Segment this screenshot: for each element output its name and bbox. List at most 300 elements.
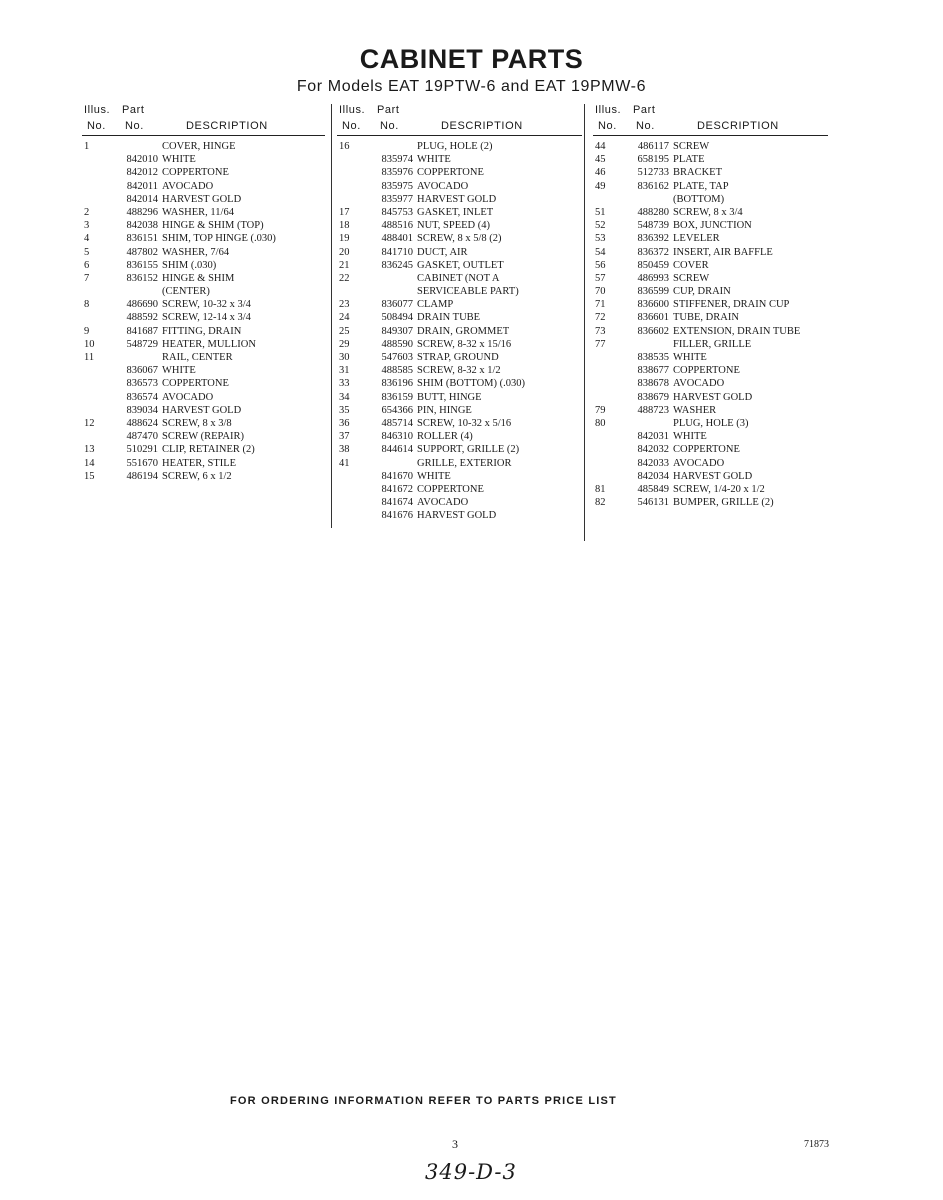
parts-row	[82, 285, 325, 298]
parts-row	[82, 298, 325, 311]
parts-row	[337, 496, 582, 509]
part-number: 486993	[637, 272, 669, 284]
part-description: COVER	[673, 259, 709, 271]
parts-row	[593, 364, 828, 377]
column-divider	[331, 104, 332, 528]
illus-number: 2	[84, 206, 90, 218]
handwritten-note: 349-D-3	[425, 1160, 517, 1184]
part-number: 842038	[126, 220, 158, 232]
part-description: GRILLE, EXTERIOR	[417, 457, 512, 469]
illus-number: 49	[595, 180, 606, 192]
part-number: 485849	[637, 483, 669, 495]
part-description: NUT, SPEED (4)	[417, 220, 491, 232]
part-number: 836245	[381, 259, 413, 271]
part-number: 836600	[637, 299, 669, 311]
illus-number: 15	[84, 470, 95, 482]
part-number: 654366	[381, 404, 413, 416]
header-part-no: No.	[125, 120, 144, 132]
part-number: 551670	[126, 457, 158, 469]
parts-row	[337, 166, 582, 179]
part-number: 488401	[381, 233, 413, 245]
parts-row	[82, 259, 325, 272]
part-description: AVOCADO	[162, 180, 214, 192]
illus-number: 9	[84, 325, 90, 337]
part-number: 488585	[381, 365, 413, 377]
illus-number: 13	[84, 444, 95, 456]
part-number: 841674	[381, 497, 413, 509]
illus-number: 53	[595, 233, 606, 245]
header-part-no: No.	[636, 120, 655, 132]
part-description: SCREW, 8-32 x 15/16	[417, 338, 512, 350]
part-description: SERVICEABLE PART)	[417, 286, 519, 298]
parts-row	[337, 206, 582, 219]
part-description: STIFFENER, DRAIN CUP	[673, 299, 790, 311]
parts-row	[593, 443, 828, 456]
part-number: 547603	[381, 352, 413, 363]
part-description: COVER, HINGE	[162, 141, 236, 152]
part-description: WASHER	[673, 404, 717, 416]
part-description: STRAP, GROUND	[417, 352, 499, 363]
parts-row	[337, 443, 582, 456]
part-number: 488296	[126, 206, 158, 218]
illus-number: 19	[339, 233, 350, 245]
part-description: COPPERTONE	[673, 444, 740, 456]
part-number: 841672	[381, 483, 413, 495]
part-number: 842012	[126, 167, 158, 179]
part-number: 842031	[637, 431, 669, 443]
part-description: BOX, JUNCTION	[673, 220, 752, 232]
part-description: ROLLER (4)	[417, 431, 473, 443]
part-description: COPPERTONE	[162, 378, 229, 390]
illus-number: 45	[595, 154, 606, 166]
parts-row	[82, 351, 325, 364]
header-illus: Illus.	[595, 104, 622, 116]
part-number: 548729	[126, 338, 158, 350]
parts-row	[82, 272, 325, 285]
parts-row	[337, 470, 582, 483]
part-description: CABINET (NOT A	[417, 272, 500, 284]
part-description: BUTT, HINGE	[417, 391, 482, 403]
illus-number: 51	[595, 206, 606, 218]
part-description: PIN, HINGE	[417, 404, 472, 416]
parts-row	[593, 180, 828, 193]
part-number: 510291	[126, 444, 158, 456]
part-description: RAIL, CENTER	[162, 352, 233, 363]
part-description: GASKET, INLET	[417, 206, 494, 218]
illus-number: 6	[84, 259, 90, 271]
parts-row	[593, 483, 828, 496]
header-description: DESCRIPTION	[697, 120, 779, 132]
illus-number: 72	[595, 312, 606, 324]
part-description: WHITE	[673, 431, 707, 443]
parts-row	[337, 404, 582, 417]
header-description: DESCRIPTION	[186, 120, 268, 132]
part-number: 838678	[637, 378, 669, 390]
parts-row	[82, 193, 325, 206]
part-description: SCREW, 1/4-20 x 1/2	[673, 483, 765, 495]
part-number: 835977	[381, 193, 413, 205]
parts-row	[337, 483, 582, 496]
part-number: 845753	[381, 206, 413, 218]
part-number: 836372	[637, 246, 669, 258]
parts-row	[337, 298, 582, 311]
part-description: HINGE & SHIM (TOP)	[162, 220, 264, 232]
ordering-note: FOR ORDERING INFORMATION REFER TO PARTS PRICE LIST	[230, 1095, 617, 1107]
parts-row	[593, 259, 828, 272]
part-description: WHITE	[417, 470, 451, 482]
part-description: WHITE	[417, 154, 451, 166]
parts-row	[593, 166, 828, 179]
header-part-no: No.	[380, 120, 399, 132]
parts-row	[337, 272, 582, 285]
page-subtitle: For Models EAT 19PTW-6 and EAT 19PMW-6	[296, 78, 647, 95]
part-description: WASHER, 11/64	[162, 206, 234, 218]
part-description: COPPERTONE	[417, 483, 484, 495]
document-code: 71873	[804, 1139, 829, 1150]
part-number: 836159	[381, 391, 413, 403]
parts-row	[337, 180, 582, 193]
part-description: LEVELER	[673, 233, 720, 245]
illus-number: 38	[339, 444, 350, 456]
part-description: HEATER, STILE	[162, 457, 237, 469]
part-description: HARVEST GOLD	[673, 470, 753, 482]
illus-number: 44	[595, 141, 606, 152]
part-description: WHITE	[162, 365, 196, 377]
illus-number: 16	[339, 141, 350, 152]
parts-row	[593, 298, 828, 311]
parts-row	[82, 246, 325, 259]
illus-number: 35	[339, 404, 350, 416]
part-number: 486690	[126, 299, 158, 311]
parts-row	[593, 285, 828, 298]
illus-number: 3	[84, 220, 90, 232]
illus-number: 71	[595, 299, 606, 311]
part-description: GASKET, OUTLET	[417, 259, 504, 271]
illus-number: 25	[339, 325, 350, 337]
illus-number: 7	[84, 272, 90, 284]
part-description: SCREW	[673, 141, 710, 152]
illus-number: 11	[84, 352, 95, 363]
part-number: 486194	[126, 470, 158, 482]
illus-number: 77	[595, 338, 606, 350]
part-description: EXTENSION, DRAIN TUBE	[673, 325, 801, 337]
header-illus-no: No.	[598, 120, 617, 132]
illus-number: 41	[339, 457, 350, 469]
part-number: 488516	[381, 220, 413, 232]
part-number: 838679	[637, 391, 669, 403]
part-description: DUCT, AIR	[417, 246, 468, 258]
illus-number: 34	[339, 391, 350, 403]
part-description: HARVEST GOLD	[417, 193, 497, 205]
parts-row	[82, 364, 325, 377]
parts-row	[82, 180, 325, 193]
header-part: Part	[377, 104, 400, 116]
part-description: SCREW, 12-14 x 3/4	[162, 312, 251, 324]
part-description: COPPERTONE	[162, 167, 229, 179]
part-number: 836573	[126, 378, 158, 390]
parts-row	[82, 325, 325, 338]
part-number: 487470	[126, 431, 158, 443]
illus-number: 21	[339, 259, 350, 271]
parts-rows	[593, 140, 828, 509]
header-part: Part	[633, 104, 656, 116]
part-number: 546131	[637, 497, 669, 509]
part-description: SCREW, 8 x 3/4	[673, 206, 743, 218]
part-description: HARVEST GOLD	[162, 193, 242, 205]
part-number: 835976	[381, 167, 413, 179]
header-illus-no: No.	[342, 120, 361, 132]
illus-number: 52	[595, 220, 606, 232]
parts-row	[337, 232, 582, 245]
illus-number: 18	[339, 220, 350, 232]
part-description: WHITE	[673, 352, 707, 363]
part-number: 836602	[637, 325, 669, 337]
parts-row	[593, 457, 828, 470]
header-description: DESCRIPTION	[441, 120, 523, 132]
parts-row	[337, 430, 582, 443]
part-number: 836151	[126, 233, 158, 245]
parts-row	[593, 417, 828, 430]
parts-row	[593, 338, 828, 351]
header-illus: Illus.	[339, 104, 366, 116]
part-number: 487802	[126, 246, 158, 258]
parts-row	[593, 496, 828, 509]
part-description: DRAIN, GROMMET	[417, 325, 510, 337]
part-description: TUBE, DRAIN	[673, 312, 739, 324]
part-description: SCREW (REPAIR)	[162, 431, 244, 443]
part-description: SCREW, 8 x 3/8	[162, 417, 232, 429]
header-illus: Illus.	[84, 104, 111, 116]
parts-row	[82, 404, 325, 417]
part-description: PLATE	[673, 154, 705, 166]
part-number: 488280	[637, 206, 669, 218]
parts-row	[337, 457, 582, 470]
part-description: WHITE	[162, 154, 196, 166]
parts-row	[337, 285, 582, 298]
parts-row	[337, 219, 582, 232]
part-description: INSERT, AIR BAFFLE	[673, 246, 773, 258]
part-description: (BOTTOM)	[673, 193, 725, 205]
part-number: 488624	[126, 417, 158, 429]
parts-row	[593, 391, 828, 404]
part-number: 485714	[381, 417, 413, 429]
parts-row	[593, 377, 828, 390]
part-number: 839034	[126, 404, 158, 416]
parts-row	[82, 153, 325, 166]
parts-rows	[337, 140, 582, 522]
part-description: COPPERTONE	[673, 365, 740, 377]
part-description: (CENTER)	[162, 286, 210, 298]
part-number: 850459	[637, 259, 669, 271]
part-number: 836601	[637, 312, 669, 324]
part-description: DRAIN TUBE	[417, 312, 481, 324]
part-description: SHIM (.030)	[162, 259, 217, 271]
part-description: SCREW, 10-32 x 3/4	[162, 299, 251, 311]
part-number: 842032	[637, 444, 669, 456]
part-description: PLUG, HOLE (2)	[417, 141, 493, 152]
part-number: 488723	[637, 404, 669, 416]
part-description: SCREW, 10-32 x 5/16	[417, 417, 512, 429]
part-number: 841676	[381, 510, 413, 522]
part-description: SHIM (BOTTOM) (.030)	[417, 378, 526, 390]
parts-row	[82, 443, 325, 456]
column-header	[82, 102, 325, 136]
part-description: HARVEST GOLD	[417, 510, 497, 522]
parts-row	[593, 153, 828, 166]
part-description: AVOCADO	[673, 457, 725, 469]
illus-number: 54	[595, 246, 606, 258]
part-description: BUMPER, GRILLE (2)	[673, 497, 774, 509]
part-description: CLIP, RETAINER (2)	[162, 444, 255, 456]
parts-row	[337, 351, 582, 364]
part-description: BRACKET	[673, 167, 723, 179]
part-number: 842010	[126, 154, 158, 166]
parts-row	[82, 430, 325, 443]
illus-number: 70	[595, 286, 606, 298]
parts-row	[337, 338, 582, 351]
part-number: 488590	[381, 338, 413, 350]
parts-row	[337, 509, 582, 522]
illus-number: 14	[84, 457, 95, 469]
parts-row	[337, 417, 582, 430]
parts-row	[593, 140, 828, 153]
part-description: COPPERTONE	[417, 167, 484, 179]
parts-row	[593, 470, 828, 483]
parts-rows	[82, 140, 325, 483]
parts-row	[337, 391, 582, 404]
parts-row	[337, 140, 582, 153]
illus-number: 81	[595, 483, 606, 495]
parts-row	[337, 193, 582, 206]
parts-row	[82, 470, 325, 483]
part-number: 836574	[126, 391, 158, 403]
illus-number: 56	[595, 259, 606, 271]
parts-row	[593, 206, 828, 219]
parts-column-1	[82, 102, 325, 483]
parts-row	[82, 219, 325, 232]
part-description: PLUG, HOLE (3)	[673, 417, 749, 429]
part-number: 835974	[381, 154, 413, 166]
parts-row	[82, 232, 325, 245]
part-description: CUP, DRAIN	[673, 286, 731, 298]
part-description: AVOCADO	[417, 497, 469, 509]
header-illus-no: No.	[87, 120, 106, 132]
part-number: 841670	[381, 470, 413, 482]
parts-row	[593, 430, 828, 443]
parts-row	[82, 391, 325, 404]
part-description: HINGE & SHIM	[162, 272, 235, 284]
part-number: 658195	[637, 154, 669, 166]
part-number: 836067	[126, 365, 158, 377]
column-header	[593, 102, 828, 136]
illus-number: 37	[339, 431, 350, 443]
illus-number: 20	[339, 246, 350, 258]
part-number: 842034	[637, 470, 669, 482]
part-description: WASHER, 7/64	[162, 246, 230, 258]
illus-number: 73	[595, 325, 606, 337]
part-number: 836196	[381, 378, 413, 390]
illus-number: 30	[339, 352, 350, 363]
parts-row	[593, 351, 828, 364]
illus-number: 17	[339, 206, 350, 218]
part-description: SCREW	[673, 272, 710, 284]
part-number: 842014	[126, 193, 158, 205]
part-description: AVOCADO	[417, 180, 469, 192]
parts-row	[82, 166, 325, 179]
illus-number: 33	[339, 378, 350, 390]
parts-row	[337, 153, 582, 166]
illus-number: 23	[339, 299, 350, 311]
part-number: 836599	[637, 286, 669, 298]
part-description: FITTING, DRAIN	[162, 325, 242, 337]
part-description: PLATE, TAP	[673, 180, 729, 192]
parts-row	[337, 259, 582, 272]
part-number: 508494	[381, 312, 413, 324]
parts-row	[593, 232, 828, 245]
parts-row	[82, 140, 325, 153]
illus-number: 29	[339, 338, 350, 350]
part-number: 512733	[637, 167, 669, 179]
parts-row	[337, 377, 582, 390]
part-number: 548739	[637, 220, 669, 232]
column-header	[337, 102, 582, 136]
illus-number: 22	[339, 272, 350, 284]
part-description: HEATER, MULLION	[162, 338, 256, 350]
part-number: 846310	[381, 431, 413, 443]
part-number: 836162	[637, 180, 669, 192]
parts-row	[593, 404, 828, 417]
page-number: 3	[452, 1137, 458, 1151]
part-number: 836155	[126, 259, 158, 271]
parts-row	[593, 311, 828, 324]
part-description: SUPPORT, GRILLE (2)	[417, 444, 520, 456]
parts-row	[82, 206, 325, 219]
parts-column-2	[337, 102, 582, 522]
parts-row	[593, 193, 828, 206]
parts-row	[593, 246, 828, 259]
part-description: SCREW, 8-32 x 1/2	[417, 365, 501, 377]
parts-row	[82, 417, 325, 430]
part-number: 838677	[637, 365, 669, 377]
parts-row	[82, 311, 325, 324]
part-description: AVOCADO	[673, 378, 725, 390]
parts-row	[82, 377, 325, 390]
part-number: 838535	[637, 352, 669, 363]
part-description: SHIM, TOP HINGE (.030)	[162, 233, 276, 245]
part-number: 836152	[126, 272, 158, 284]
page-title: CABINET PARTS	[359, 44, 584, 74]
illus-number: 36	[339, 417, 350, 429]
part-number: 842033	[637, 457, 669, 469]
illus-number: 57	[595, 272, 606, 284]
illus-number: 82	[595, 497, 606, 509]
part-number: 836077	[381, 299, 413, 311]
illus-number: 5	[84, 246, 90, 258]
part-number: 836392	[637, 233, 669, 245]
part-description: SCREW, 8 x 5/8 (2)	[417, 233, 502, 245]
illus-number: 1	[84, 141, 90, 152]
parts-row	[337, 246, 582, 259]
parts-row	[337, 325, 582, 338]
part-number: 842011	[126, 180, 158, 192]
illus-number: 80	[595, 417, 606, 429]
part-number: 841710	[381, 246, 413, 258]
header-part: Part	[122, 104, 145, 116]
illus-number: 12	[84, 417, 95, 429]
illus-number: 31	[339, 365, 350, 377]
illus-number: 4	[84, 233, 90, 245]
part-description: FILLER, GRILLE	[673, 338, 752, 350]
